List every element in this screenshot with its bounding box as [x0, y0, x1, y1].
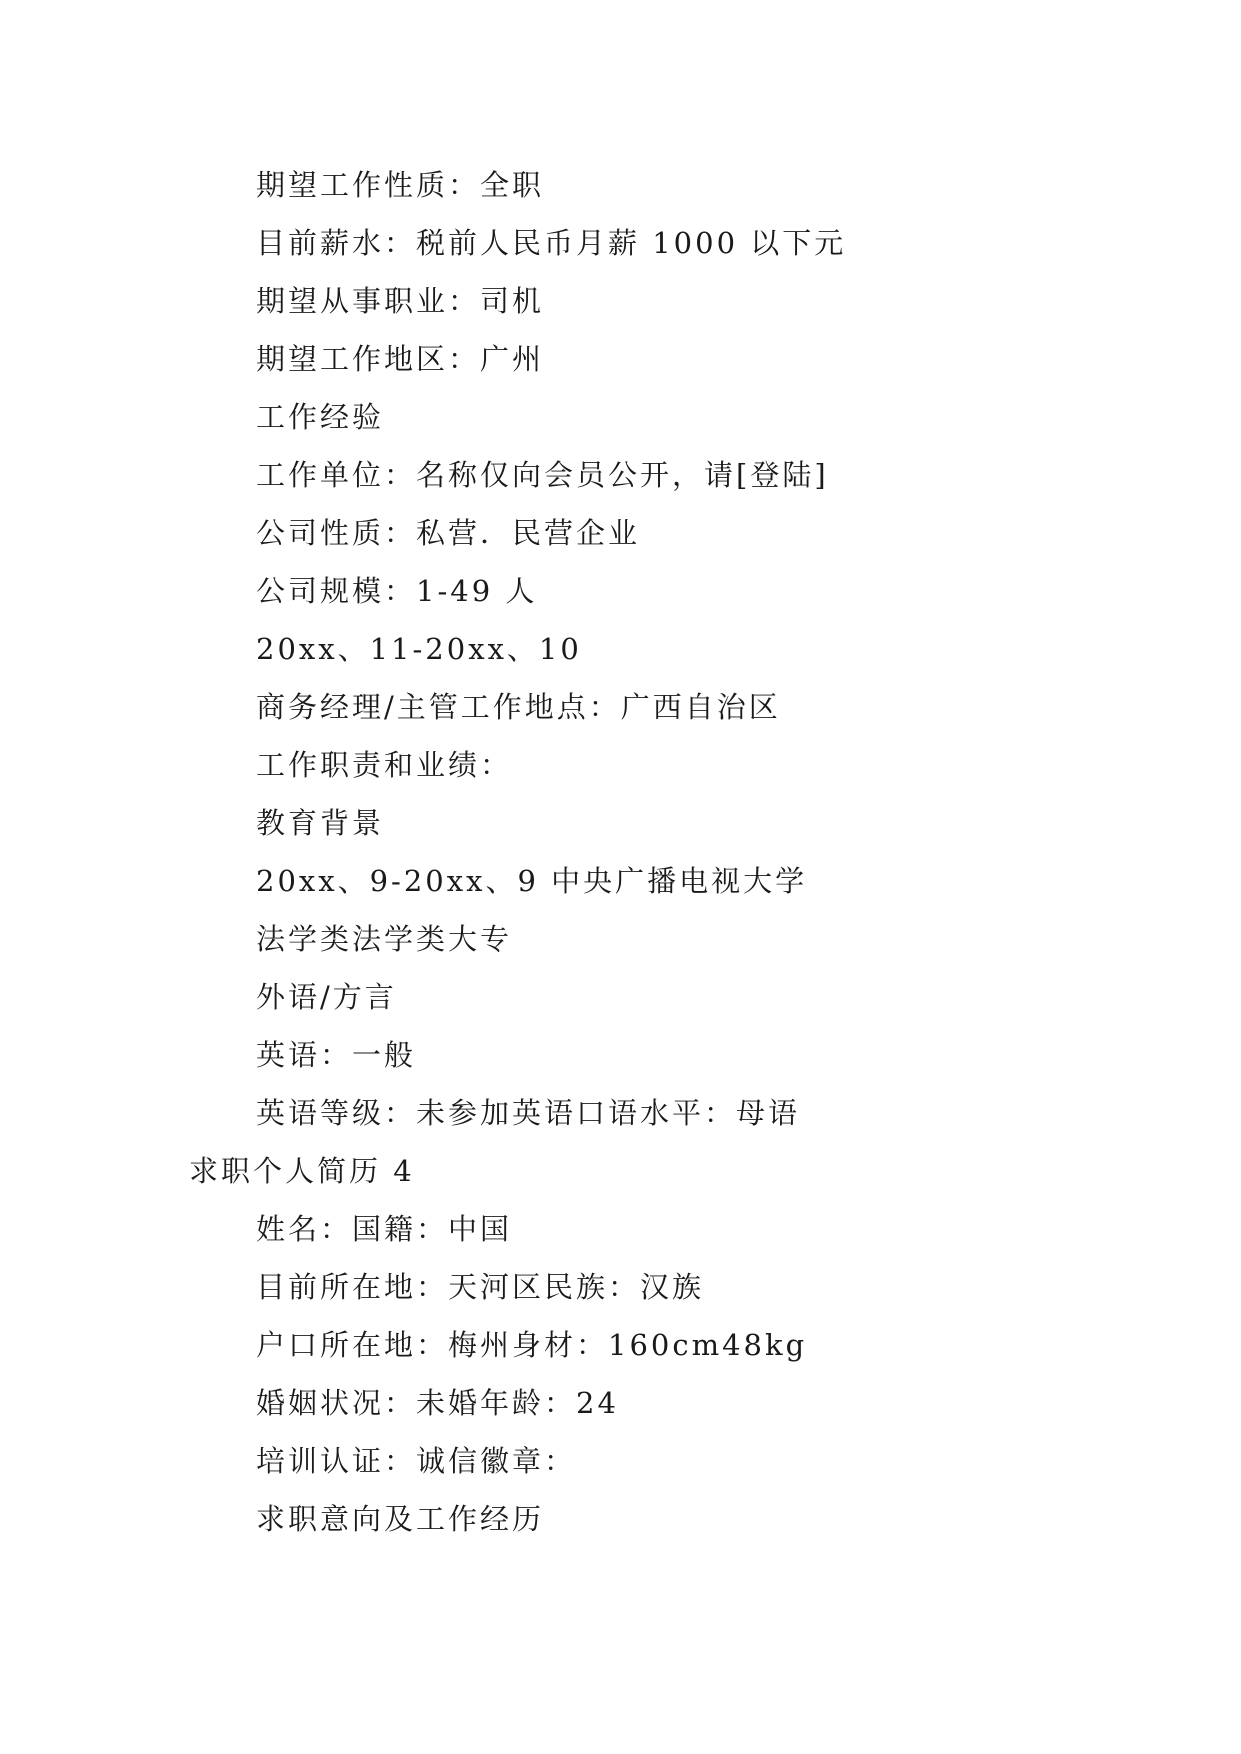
section-heading-job-intent: 求职意向及工作经历	[256, 1502, 545, 1536]
line-expected-location: 期望工作地区：广州	[256, 342, 545, 376]
resume-title: 求职个人简历 4	[189, 1154, 415, 1188]
line-hukou: 户口所在地：梅州身材：160cm48kg	[256, 1328, 808, 1362]
section-heading-work-experience: 工作经验	[256, 400, 385, 434]
line-name-nationality: 姓名：国籍：中国	[256, 1212, 513, 1246]
line-duties: 工作职责和业绩：	[256, 748, 513, 782]
line-certification: 培训认证：诚信徽章：	[256, 1444, 577, 1478]
line-expected-job-type: 期望工作性质：全职	[256, 168, 545, 202]
line-marital-status: 婚姻状况：未婚年龄：24	[256, 1386, 619, 1420]
line-work-period: 20xx、11-20xx、10	[256, 632, 582, 666]
section-heading-languages: 外语/方言	[256, 980, 397, 1014]
line-current-location: 目前所在地：天河区民族：汉族	[256, 1270, 705, 1304]
line-english: 英语：一般	[256, 1038, 417, 1072]
line-company-type: 公司性质：私营．民营企业	[256, 516, 641, 550]
line-employer: 工作单位：名称仅向会员公开，请[登陆]	[256, 458, 829, 492]
line-position-location: 商务经理/主管工作地点：广西自治区	[256, 690, 781, 724]
line-education-period: 20xx、9-20xx、9 中央广播电视大学	[256, 864, 808, 898]
section-heading-education: 教育背景	[256, 806, 385, 840]
line-major: 法学类法学类大专	[256, 922, 513, 956]
line-expected-occupation: 期望从事职业：司机	[256, 284, 545, 318]
line-english-level: 英语等级：未参加英语口语水平：母语	[256, 1096, 801, 1130]
line-current-salary: 目前薪水：税前人民币月薪 1000 以下元	[256, 226, 847, 260]
line-company-size: 公司规模：1-49 人	[256, 574, 538, 608]
